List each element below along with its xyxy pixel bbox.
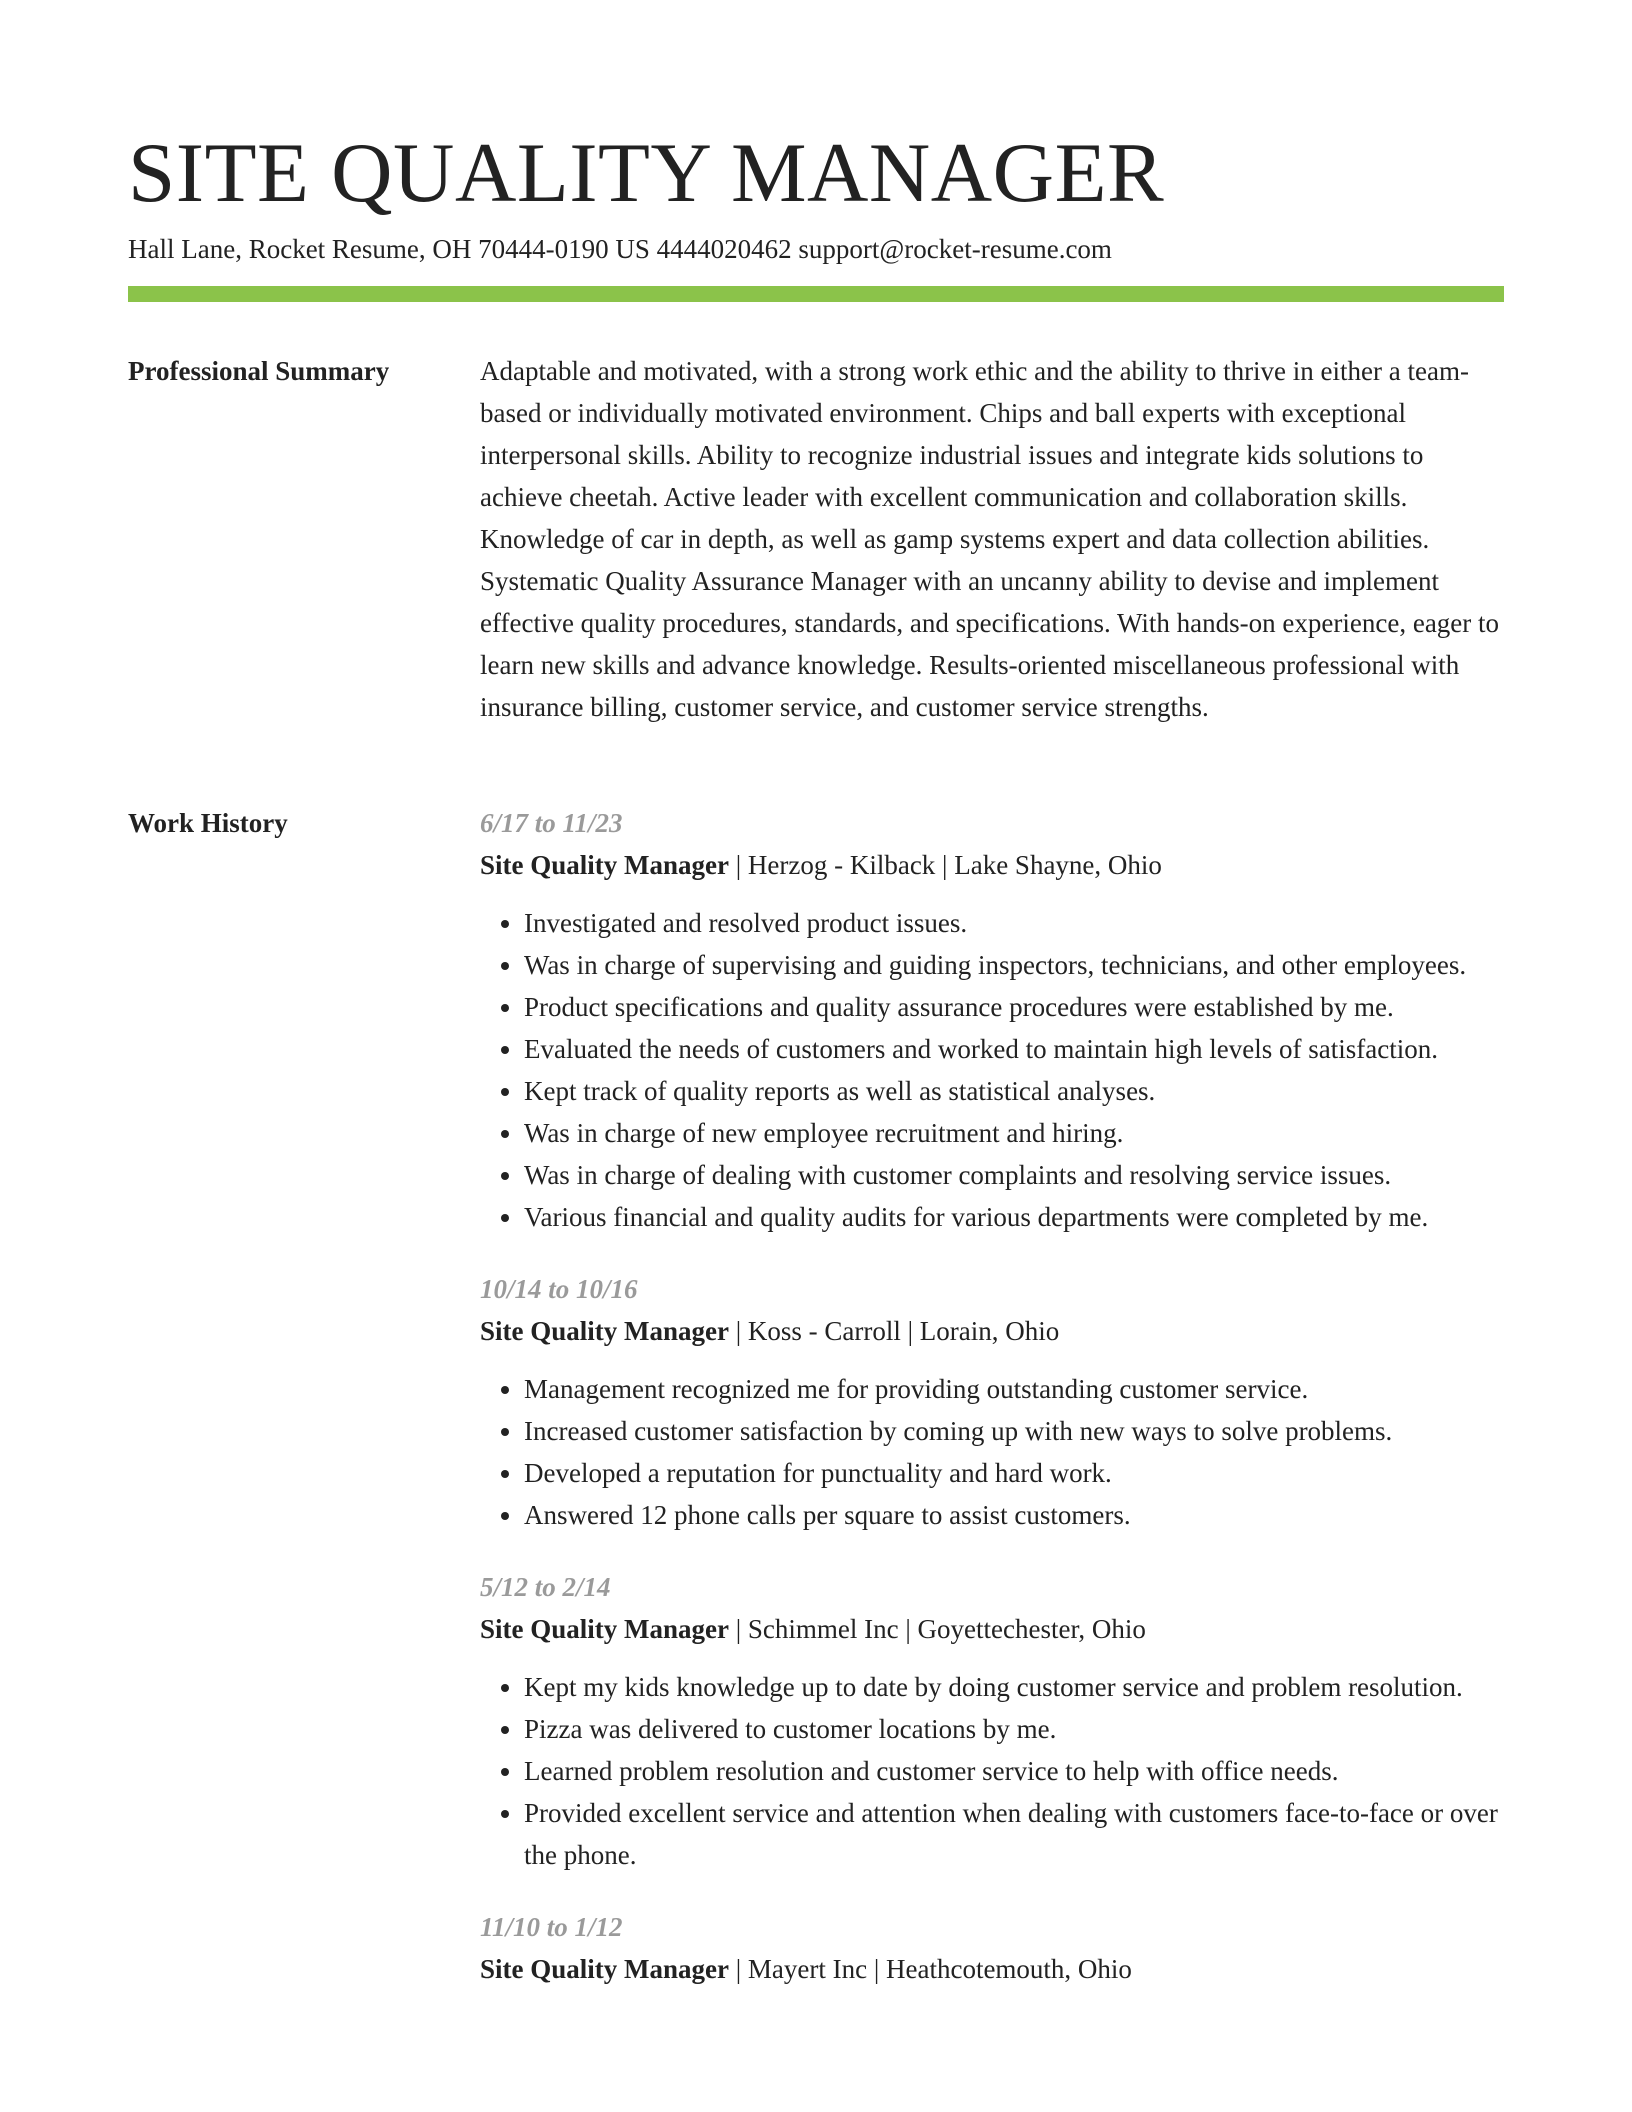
job-title: Site Quality Manager xyxy=(480,850,729,880)
job-title: Site Quality Manager xyxy=(480,1954,729,1984)
job-bullet: • Kept my kids knowledge up to date by doing customer service and problem resolution. xyxy=(524,1666,1504,1708)
job-details: | Schimmel Inc | Goyettechester, Ohio xyxy=(728,1614,1146,1644)
job-bullet: • Learned problem resolution and customer service to help with office needs. xyxy=(524,1750,1504,1792)
job-heading xyxy=(480,844,1504,886)
job-bullets xyxy=(480,1666,1504,1876)
job-bullet: • Evaluated the needs of customers and worked to maintain high levels of satisfaction. xyxy=(524,1028,1504,1070)
job-bullet: • Answered 12 phone calls per square to assist customers. xyxy=(524,1494,1504,1536)
contact-line: Hall Lane, Rocket Resume, OH 70444-0190 US 4444020462 support@rocket-resume.com xyxy=(128,234,1112,264)
job-entry xyxy=(480,802,1504,1238)
job-bullet: • Product specifications and quality assurance procedures were established by me. xyxy=(524,986,1504,1028)
job-bullet: • Provided excellent service and attention when dealing with customers face-to-face or over the phone. xyxy=(524,1792,1504,1876)
job-bullets xyxy=(480,902,1504,1238)
section-label-work-history: Work History xyxy=(128,808,288,838)
job-details: | Herzog - Kilback | Lake Shayne, Ohio xyxy=(728,850,1162,880)
job-heading xyxy=(480,1948,1504,1990)
job-dates: 10/14 to 10/16 xyxy=(480,1274,638,1304)
section-label-summary: Professional Summary xyxy=(128,356,390,386)
summary-text: Adaptable and motivated, with a strong work ethic and the ability to thrive in either a team-based or individually motivated environment. Chips and ball experts with exceptional interpersonal skills. Ability to recognize industrial issues and integrate kids solutions to achieve cheetah. Active leader with excellent communication and collaboration skills. Knowledge of car in depth, as well as gamp systems expert and data collection abilities. Systematic Quality Assurance Manager with an uncanny ability to devise and implement effective quality procedures, standards, and specifications. With hands-on experience, eager to learn new skills and advance knowledge. Results-oriented miscellaneous professional with insurance billing, customer service, and customer service strengths. xyxy=(480,356,1500,722)
work-history-list xyxy=(480,802,1504,2020)
job-entry xyxy=(480,1906,1504,1990)
job-bullet: • Increased customer satisfaction by coming up with new ways to solve problems. xyxy=(524,1410,1504,1452)
job-bullet: • Was in charge of new employee recruitment and hiring. xyxy=(524,1112,1504,1154)
job-bullet: • Was in charge of supervising and guiding inspectors, technicians, and other employees. xyxy=(524,944,1504,986)
job-bullet: • Developed a reputation for punctuality and hard work. xyxy=(524,1452,1504,1494)
accent-divider xyxy=(128,286,1504,302)
job-bullet: • Management recognized me for providing outstanding customer service. xyxy=(524,1368,1504,1410)
job-title: Site Quality Manager xyxy=(480,1316,729,1346)
job-details: | Koss - Carroll | Lorain, Ohio xyxy=(728,1316,1060,1346)
job-bullet: • Was in charge of dealing with customer complaints and resolving service issues. xyxy=(524,1154,1504,1196)
job-bullet: • Pizza was delivered to customer locations by me. xyxy=(524,1708,1504,1750)
job-entry xyxy=(480,1268,1504,1536)
job-bullets xyxy=(480,1368,1504,1536)
job-heading xyxy=(480,1310,1504,1352)
job-bullet: • Various financial and quality audits for various departments were completed by me. xyxy=(524,1196,1504,1238)
job-bullet: • Investigated and resolved product issues. xyxy=(524,902,1504,944)
job-dates: 5/12 to 2/14 xyxy=(480,1572,611,1602)
job-dates: 6/17 to 11/23 xyxy=(480,808,623,838)
job-heading xyxy=(480,1608,1504,1650)
resume-title: SITE QUALITY MANAGER xyxy=(128,126,1165,220)
job-bullet: • Kept track of quality reports as well as statistical analyses. xyxy=(524,1070,1504,1112)
job-entry xyxy=(480,1566,1504,1876)
job-details: | Mayert Inc | Heathcotemouth, Ohio xyxy=(728,1954,1132,1984)
job-dates: 11/10 to 1/12 xyxy=(480,1912,623,1942)
job-title: Site Quality Manager xyxy=(480,1614,729,1644)
